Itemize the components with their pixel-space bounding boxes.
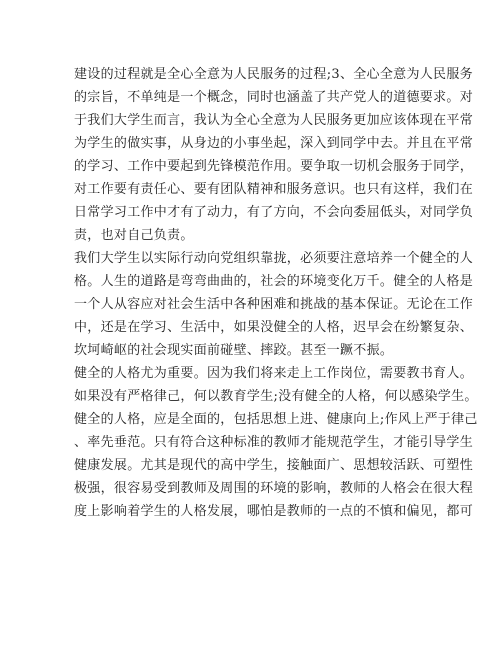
body-text	[74, 63, 478, 523]
text-line: 建设的过程就是全心全意为人民服务的过程;3、全心全意为人民服务	[74, 67, 473, 82]
text-line: 为学生的做实事，从身边的小事坐起，深入到同学中去。并且在平常	[74, 136, 474, 151]
text-line: 健全的人格，应是全面的，包括思想上进、健康向上;作风上严于律己	[74, 412, 478, 427]
text-line: 健康发展。尤其是现代的高中学生，接触面广、思想较活跃、可塑性	[74, 458, 474, 473]
text-line: 对工作要有责任心、要有团队精神和服务意识。也只有这样，我们在	[74, 182, 474, 197]
text-line: 如果没有严格律己，何以教育学生;没有健全的人格，何以感染学生。	[74, 389, 478, 404]
text-line: 格。人生的道路是弯弯曲曲的，社会的环境变化万千。健全的人格是	[74, 274, 474, 289]
text-line: 一个人从容应对社会生活中各种困难和挑战的基本保证。无论在工作	[74, 297, 474, 312]
text-line: 中，还是在学习、生活中，如果没健全的人格，迟早会在纷繁复杂、	[74, 320, 474, 335]
text-line: 的宗旨，不单纯是一个概念，同时也涵盖了共产党人的道德要求。对	[74, 90, 474, 105]
text-line: 、率先垂范。只有符合这种标准的教师才能规范学生，才能引导学生	[74, 435, 474, 450]
text-line: 坎坷崎岖的社会现实面前碰壁、摔跤。甚至一蹶不振。	[74, 343, 394, 358]
text-line: 我们大学生以实际行动向党组织靠拢，必须要注意培养一个健全的人	[74, 251, 474, 266]
text-line: 于我们大学生而言，我认为全心全意为人民服务更加应该体现在平常	[74, 113, 474, 128]
text-line: 健全的人格尤为重要。因为我们将来走上工作岗位，需要教书育人。	[74, 366, 474, 381]
text-line: 度上影响着学生的人格发展，哪怕是教师的一点的不慎和偏见，都可	[74, 504, 474, 519]
text-line: 极强，很容易受到教师及周围的环境的影响，教师的人格会在很大程	[74, 481, 474, 496]
text-line: 日常学习工作中才有了动力，有了方向，不会向委屈低头，对同学负	[74, 205, 474, 220]
text-line: 的学习、工作中要起到先锋模范作用。要争取一切机会服务于同学，	[74, 159, 474, 174]
text-line: 责，也对自己负责。	[74, 228, 194, 243]
